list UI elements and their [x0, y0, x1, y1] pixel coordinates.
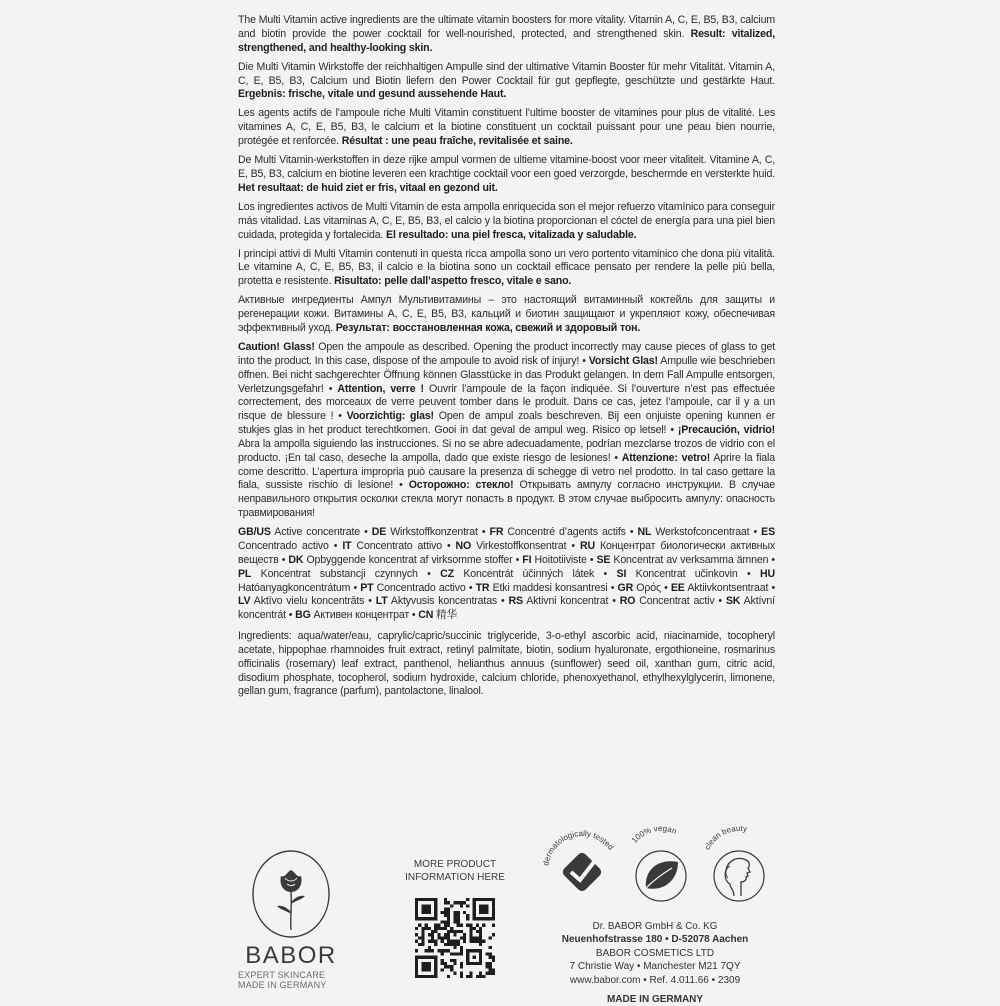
language-code: TR — [475, 581, 490, 594]
product-description — [238, 14, 775, 705]
language-code: RU — [579, 540, 595, 553]
language-code: DE — [371, 526, 387, 539]
concentrate-translation: Активен концентрат • — [310, 609, 419, 622]
paragraph-text: I principi attivi di Multi Vitamin contenuti in questa ricca ampolla sono un vero portento vitaminico che dona più vitalità. Le vitamine A, C, E, B5, B3, il calcio e la biotina sono un cocktail efficace pensato per rendere la pelle più bella, protetta e resistente. — [238, 247, 775, 288]
language-code: SK — [725, 595, 741, 608]
ingredients-list: Ingredients: aqua/water/eau, caprylic/capric/succinic triglyceride, 3-o-ethyl ascorbic acid, niacinamide, tocopheryl acetate, hippophae rhamnoides fruit extract, retinyl palmitate, biotin, sodium hyaluronate, ergothioneine, rosmarinus officinalis (rosemary) leaf extract, panthenol, helianthus annuus (sunflower) seed oil, xanthan gum, citric acid, disodium phosphate, tocopherol, sodium hydroxide, calcium chloride, phenoxyethanol, ethylhexylglycerin, limonene, gellan gum, fragrance (parfum), pantolactone, linalool. — [238, 630, 775, 698]
concentrate-translation: Concentré d’agents actifs • — [503, 526, 638, 539]
svg-text:100% vegan: 100% vegan — [629, 823, 678, 845]
caution-heading: Attention, verre ! — [337, 382, 424, 395]
language-code: SE — [596, 553, 611, 566]
qr-section — [400, 858, 510, 983]
description-paragraph-es — [238, 201, 775, 243]
concentrate-translation: Concentrado activo • — [238, 540, 343, 553]
language-code: LV — [238, 595, 251, 608]
caution-text: Ampulle wie beschrieben öffnen. Bei nicht sachgerechter Öffnung können Glasstücke in das Produkt gelangen. In dem Fall Ampulle entsorgen, Verletzungsgefahr! • — [238, 354, 775, 395]
caution-heading: Attenzione: vetro! — [621, 451, 711, 464]
language-code: PT — [360, 581, 374, 594]
description-paragraph-it — [238, 248, 775, 290]
concentrate-translation: 精华 — [433, 609, 457, 622]
concentrate-translation: Aktyvusis koncentratas • — [387, 595, 509, 608]
language-code: NL — [637, 526, 652, 539]
concentrate-translation: Koncentrat av verksamma ämnen • — [610, 553, 775, 566]
qr-code[interactable] — [415, 898, 495, 978]
concentrate-translation: Aktivni koncentrat • — [522, 595, 620, 608]
concentrate-translation: Concentrado activo • — [373, 581, 476, 594]
paragraph-text: Die Multi Vitamin Wirkstoffe der reichhaltigen Ampulle sind der ultimative Vitamin Booster für mehr Vitalität. Vitamin A, C, E, B5, B3, Calcium und Biotin liefern den Power Cocktail für gut gepflegte, geschützte und gestärkte Haut. — [238, 60, 775, 87]
brand-tagline: EXPERT SKINCARE — [238, 970, 326, 980]
caution-text: Ouvrir l’ampoule de la façon indiquée. Si l’ouverture n’est pas effectuée correctement, des morceaux de verre peuvent tomber dans le produit. Dans ce cas, jetez l’ampoule, car il y a un risque de blessure ! • — [238, 382, 776, 423]
language-code: DK — [288, 553, 304, 566]
description-paragraph-fr — [238, 107, 775, 149]
concentrate-translation: Opbyggende koncentrat af virksomme stoffer • — [303, 553, 523, 566]
concentrate-translation: Koncentrát účinných látek • — [453, 567, 617, 580]
concentrate-translation: Hoitotiiviste • — [531, 553, 597, 566]
paragraph-result: Результат: восстановленная кожа, свежий и здоровый тон. — [335, 322, 641, 334]
language-code: RO — [619, 595, 636, 608]
qr-caption-line2: INFORMATION HERE — [405, 872, 505, 883]
dermatologically-tested-icon — [541, 829, 615, 893]
brand-origin: MADE IN GERMANY — [238, 980, 327, 990]
rose-emblem-icon — [245, 848, 337, 940]
language-code: RS — [508, 595, 523, 608]
concentrate-translation: Active concentrate • — [270, 526, 372, 539]
language-code: PL — [238, 567, 252, 580]
caution-text: Aprire la fiala come descritto. L’apertura impropria può causare la presenza di schegge di vetro nel prodotto. In tal caso gettare la fiala, sussiste rischio di lesione! • — [238, 451, 775, 492]
qr-caption-line1: MORE PRODUCT — [413, 859, 497, 870]
description-paragraph-en — [238, 14, 775, 56]
language-code: SI — [616, 567, 627, 580]
language-code: HU — [759, 567, 775, 580]
caution-text: Open the ampoule as described. Opening the product incorrectly may cause pieces of glass to get into the product. In this case, dispose of the ampoule to avoid risk of injury! • — [238, 341, 775, 367]
language-code: BG — [295, 609, 311, 622]
company-address: Neuenhofstrasse 180 • D-52078 Aachen — [561, 934, 749, 946]
concentrate-translation: Concentrato attivo • — [351, 540, 456, 553]
concentrate-translation: Aktīvo vielu koncentrāts • — [250, 595, 376, 608]
concentrate-translation: Werkstofconcentraat • — [651, 526, 762, 539]
svg-text:dermatologically tested: dermatologically tested — [541, 828, 616, 867]
paragraph-result: Résultat : une peau fraîche, revitalisée et saine. — [341, 135, 573, 148]
language-code: CN — [418, 609, 434, 622]
language-code: GR — [617, 581, 634, 594]
language-code: FR — [489, 526, 504, 539]
paragraph-text: The Multi Vitamin active ingredients are the ultimate vitamin boosters for more vitality. Vitamin A, C, E, B5, B3, calcium and biotin provide the power cocktail for well-nourished, protected, and strengthened skin. — [238, 14, 775, 40]
language-code: NO — [455, 540, 472, 553]
caution-heading: Осторожно: стекло! — [408, 479, 514, 492]
vegan-leaf-icon — [630, 824, 686, 901]
uk-company-name: BABOR COSMETICS LTD — [595, 947, 715, 959]
concentrate-translation: Концентрат биологически активных веществ • — [238, 540, 775, 566]
concentrate-translation: Aktiivkontsentraat • — [684, 581, 775, 594]
paragraph-result: Ergebnis: frische, vitale und gesund aussehende Haut. — [238, 88, 507, 101]
paragraph-result: Result: vitalized, strengthened, and healthy-looking skin. — [238, 27, 775, 54]
concentrate-translation: Virkestoffkonsentrat • — [471, 540, 580, 553]
concentrate-translation: Etki maddesi konsantresi • — [489, 581, 618, 594]
concentrate-translation: Ορός • — [633, 581, 671, 594]
caution-text: Open de ampul zoals beschreven. Bij een onjuiste opening kunnen er stukjes glas in het product terechtkomen. Gooi in dat geval de ampul weg. Risico op letsel! • — [238, 410, 776, 437]
description-paragraph-de — [238, 61, 775, 103]
concentrate-translation: Hatóanyagkoncentrátum • — [238, 581, 361, 594]
language-code: GB/US — [238, 526, 271, 539]
svg-text:clean beauty: clean beauty — [702, 823, 748, 852]
certification-badges — [536, 812, 776, 908]
company-info — [544, 920, 766, 1006]
description-paragraphs — [238, 14, 775, 336]
description-paragraph-ru — [238, 294, 775, 336]
language-code: EE — [670, 581, 685, 594]
concentrate-section — [238, 526, 775, 623]
paragraph-result: Risultato: pelle dall’aspetto fresco, vitale e sano. — [334, 275, 572, 288]
caution-heading: Caution! Glass! — [238, 341, 315, 354]
caution-heading: ¡Precaución, vidrio! — [677, 424, 775, 437]
caution-text: Abra la ampolla siguiendo las instrucciones. Si no se abre adecuadamente, podrían mezclarse trozos de vidrio con el producto. ¡En tal caso, deseche la ampolla, dado que existe riesgo de lesiones! • — [238, 437, 775, 464]
language-code: IT — [342, 540, 352, 553]
language-code: LT — [375, 595, 388, 608]
concentrate-translation: Aktívní koncentrát • — [238, 595, 775, 622]
babor-logo — [236, 848, 346, 990]
concentrate-translation: Koncentrat substancji czynnych • — [251, 567, 441, 580]
website-reference: www.babor.com • Ref. 4.011.66 • 2309 — [569, 974, 741, 986]
paragraph-text: Активные ингредиенты Ампул Мультивитамины – это настоящий витаминный коктейль для защиты и регенерации кожи. Витамины А, С, Е, В5, В3, кальций и биотин защищают и укрепляют кожу, обеспечивая эффективный уход. — [238, 294, 775, 334]
language-code: ES — [761, 526, 776, 539]
paragraph-text: De Multi Vitamin-werkstoffen in deze rijke ampul vormen de ultieme vitamine-boost voor meer vitaliteit. Vitamine A, C, E, B5, B3, calcium en biotine leveren een krachtige cocktail voor een goed verzorgde, beschermde en versterkte huid. — [238, 154, 775, 180]
concentrate-translation: Wirkstoffkonzentrat • — [386, 526, 490, 539]
caution-heading: Voorzichtig: glas! — [346, 410, 434, 423]
brand-name: BABOR — [245, 942, 337, 969]
description-paragraph-nl — [238, 154, 775, 196]
language-code: CZ — [440, 567, 454, 580]
paragraph-result: El resultado: una piel fresca, vitalizada y saludable. — [386, 228, 637, 241]
paragraph-result: Het resultaat: de huid ziet er fris, vitaal en gezond uit. — [238, 181, 498, 194]
company-name: Dr. BABOR GmbH & Co. KG — [592, 921, 718, 932]
caution-heading: Vorsicht Glas! — [588, 354, 658, 367]
caution-section — [238, 341, 775, 521]
clean-beauty-face-icon — [703, 824, 764, 901]
concentrate-translation: Concentrat activ • — [635, 595, 726, 608]
paragraph-text: Los ingredientes activos de Multi Vitamin de esta ampolla enriquecida son el mejor refuerzo vitamínico para conseguir más vitalidad. Las vitaminas A, C, E, B5, B3, el calcio y la biotina proporcionan el cóctel de energía para una piel bien cuidada, protegida y fortalecida. — [238, 200, 775, 241]
language-code: FI — [522, 553, 532, 566]
concentrate-translation: Koncentrat učinkovin • — [626, 567, 760, 580]
paragraph-text: Les agents actifs de l’ampoule riche Multi Vitamin constituent l’ultime booster de vitamines pour plus de vitalité. Les vitamines A, C, E, B5, B3, le calcium et la biotine constituent un cocktail puissant pour une peau bien nourrie, protégée et renforcée. — [238, 107, 775, 148]
caution-text: Открывать ампулу согласно инструкции. В случае неправильного открытия осколки стекла могут попасть в продукт. В этом случае выбросить ампулу: опасность травмирования! — [238, 479, 775, 520]
made-in-label: MADE IN GERMANY — [606, 994, 704, 1006]
uk-company-address: 7 Christie Way • Manchester M21 7QY — [569, 961, 741, 973]
